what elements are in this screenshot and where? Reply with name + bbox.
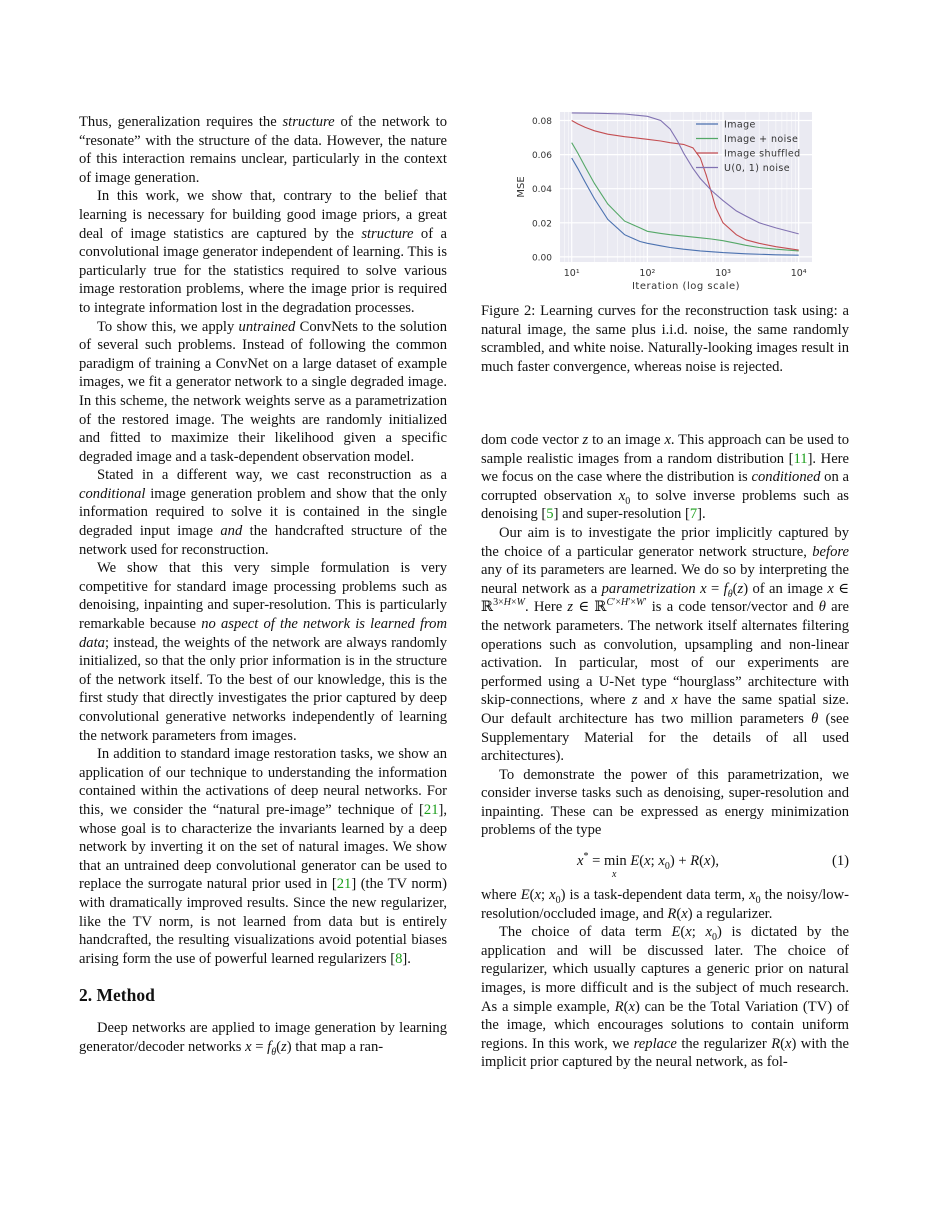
citation-8[interactable]: 8 (395, 950, 403, 967)
legend-entry: Image (724, 119, 756, 131)
left-paragraph-4: Stated in a different way, we cast reconstruction as a conditional image generation problem and show that the only information required to solve it is contained in the single degraded input image and the handcrafted structure of the network used for reconstruction. (79, 467, 447, 558)
equation-number: (1) (831, 853, 849, 870)
y-tick-label: 0.06 (531, 151, 552, 162)
legend-entry: U(0, 1) noise (724, 163, 790, 174)
y-tick-label: 0.08 (531, 117, 552, 128)
right-paragraph-3: To demonstrate the power of this parametrization, we consider inverse tasks such as denoising, super-resolution and inpainting. These can be expressed as energy minimization problems of the type (481, 766, 849, 839)
left-paragraph-5: We show that this very simple formulation is very competitive for standard image processing problems such as denoising, inpainting and super-resolution. This is particularly remarkable because no aspect of the network is learned from data; instead, the weights of the network are always randomly initialized, so that the only prior information is in the structure of the network itself. To the best of our knowledge, this is the first study that directly investigates the prior captured by deep convolutional generative networks independently of learning the network parameters from images. (79, 560, 447, 744)
citation-21[interactable]: 21 (423, 801, 439, 818)
y-tick-label: 0.02 (531, 219, 552, 230)
right-paragraph-2: Our aim is to investigate the prior implicitly captured by the choice of a particular generator network structure, before any of its parameters are learned. We do so by interpreting the neural network as a parametrization $x = f_\theta(z)$ of an image x ∈ ℝ$^{3\times H\times W}$. Here z ∈ ℝ$^{C'\times H'\times W'}$ is a code tensor/vector and θ are the network parameters. The network itself alternates filtering operations such as convolution, upsampling and non-linear activation. In particular, most of our experiments are performed using a U-Net type “hourglass” architecture with skip-connections, where z and x have the same spatial size. Our default architecture has two million parameters θ (see Supplementary Material for the details of all used architectures). (481, 524, 850, 765)
citation-5[interactable]: 5 (546, 506, 554, 523)
citation-21[interactable]: 21 (336, 876, 352, 893)
left-column (79, 113, 447, 1056)
legend-entry: Image shuffled (724, 148, 801, 160)
x-tick-label: 10⁴ (790, 268, 807, 279)
y-tick-label: 0.04 (531, 185, 552, 196)
learning-curves-figure (508, 110, 828, 295)
x-tick-label: 10² (639, 268, 656, 279)
right-paragraph-5: The choice of data term E(x; $x_0$) is dictated by the application and will be discussed later. The choice of regularizer, which usually captures a generic prior on natural images, is more difficult and is the subject of much research. As a simple example, R(x) can be the Total Variation (TV) of the image, which encourages solutions to contain uniform regions. In this work, we replace the regularizer R(x) with the implicit prior captured by the neural network, as fol- (481, 924, 849, 1071)
citation-11[interactable]: 11 (793, 450, 808, 467)
left-paragraph-3: To show this, we apply untrained ConvNets to the solution of several such problems. Instead of following the common paradigm of training a ConvNet on a large dataset of example images, we fit a generator network to a single degraded image. In this scheme, the network weights serve as a parametrization of the restored image. The weights are randomly initialized and fitted to maximize their likelihood given a specific degraded image and a task-dependent observation model. (79, 318, 447, 465)
left-paragraph-7: Deep networks are applied to image generation by learning generator/decoder networks $x = f_\theta(z)$ that map a ran- (79, 1019, 447, 1058)
citation-7[interactable]: 7 (689, 506, 698, 523)
right-paragraph-1: dom code vector z to an image x. This approach can be used to sample realistic images from a random distribution [11]. Here we focus on the case where the distribution is conditioned on a corrupted observation $x_0$ to solve inverse problems such as denoising [5] and super-resolution [7]. (481, 432, 850, 523)
left-paragraph-6: In addition to standard image restoration tasks, we show an application of our technique to understanding the information contained within the activations of deep neural networks. For this, we consider the “natural pre-image” technique of [21], whose goal is to characterize the invariants learned by a deep network by inverting it on the set of natural images. We show that an untrained deep convolutional generator can be used to replace the surrogate natural prior used in [21] (the TV norm) with dramatically improved results. Since the new regularizer, like the TV norm, is not learned from data but is entirely handcrafted, the resulting visualizations avoid potential biases arising form the use of powerful learned regularizers [8]. (79, 746, 447, 967)
x-tick-label: 10¹ (563, 268, 580, 279)
equation-1 (481, 851, 849, 881)
learning-curves-chart (508, 110, 828, 295)
section-title: 2. Method (79, 985, 155, 1006)
left-paragraph-2: In this work, we show that, contrary to the belief that learning is necessary for building good image priors, a great deal of image statistics are captured by the structure of a convolutional image generator independent of learning. This is particularly true for the statistics required to solve various image restoration problems, where the image prior is required to integrate information lost in the degradation processes. (79, 188, 447, 316)
right-column (481, 431, 849, 1072)
equation-body: x* = min x E(x; $x_0) + R(x)$, (577, 851, 720, 881)
y-tick-label: 0.00 (531, 253, 552, 264)
y-axis-label: MSE (516, 176, 527, 198)
x-tick-label: 10³ (715, 268, 731, 279)
x-axis-label: Iteration (log scale) (631, 281, 741, 292)
figure-caption: Figure 2: Learning curves for the reconstruction task using: a natural image, the same plus i.i.d. noise, the same randomly scrambled, and white noise. Naturally-looking images result in much faster convergence, whereas noise is rejected. (481, 303, 849, 375)
left-paragraph-1: Thus, generalization requires the structure of the network to “resonate” with the structure of the data. However, the nature of this interaction remains unclear, particularly in the context of image generation. (79, 114, 447, 186)
right-paragraph-4: where E(x; $x_0$) is a task-dependent data term, $x_0$ the noisy/low-resolution/occluded image, and R(x) a regularizer. (481, 887, 849, 922)
legend-entry: Image + noise (724, 134, 799, 145)
